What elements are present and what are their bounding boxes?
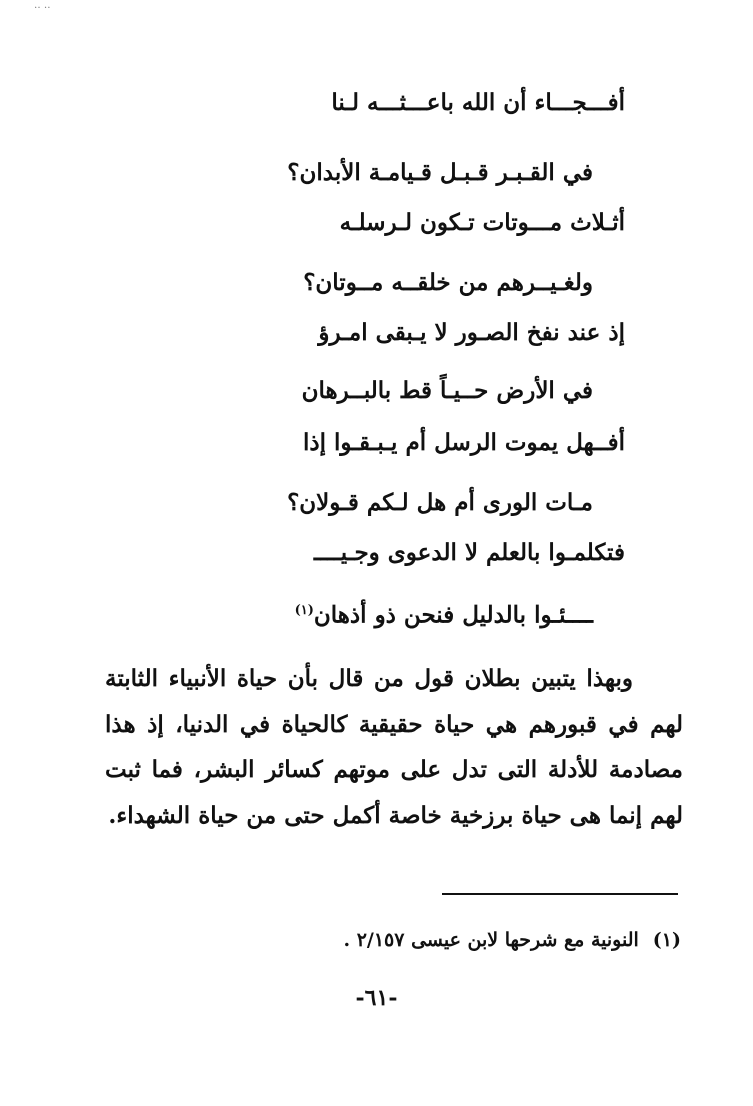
verse-line-9: فتكلمـوا بالعلم لا الدعوى وجـيــــ [313,539,625,566]
verse-line-1: أفـــجـــاء أن الله باعـــثـــه لـنا [331,89,625,116]
verse-line-10 [295,596,593,631]
footnote-number: (١) [652,929,681,951]
footnote [343,929,681,951]
verse-line-5: إذ عند نفخ الصـور لا يـبقى امـرؤ [318,319,625,346]
corner-scan-mark: ‥ ‥ [34,0,51,11]
verse-line-10-text: ــــئـوا بالدليل فنحن ذو أذهان [313,601,593,629]
footnote-divider [442,893,678,895]
footnote-marker[interactable]: (١) [294,603,314,618]
page-number: -٦١- [355,985,398,1011]
verse-line-2: في القـبـر قـبـل قـيامـة الأبدان؟ [287,159,593,186]
body-paragraph [105,656,683,838]
verse-line-8: مـات الورى أم هل لـكم قـولان؟ [287,489,593,516]
verse-line-3: أثـلاث مـــوتات تـكون لـرسلـه [339,209,625,236]
verse-line-4: ولغـيــرهم من خلقــه مــوتان؟ [303,269,593,296]
verse-line-7: أفــهل يموت الرسل أم يـبـقـوا إذا [302,429,625,456]
verse-line-6: في الأرض حــيـاً قط بالبــرهان [301,377,593,404]
paragraph-text: وبهذا يتبين بطلان قول من قال بأن حياة الأنبياء الثابتة لهم في قبورهم هي حياة حقيقية كالحياة في الدنيا، إذ هذا مصادمة للأدلة التى تدل على موتهم كسائر البشر، فما ثبت لهم إنما هى حياة برزخية خاصة أكمل حتى من حياة الشهداء. [105,665,683,829]
footnote-text: النونية مع شرحها لابن عيسى ٢/١٥٧ . [343,929,639,951]
